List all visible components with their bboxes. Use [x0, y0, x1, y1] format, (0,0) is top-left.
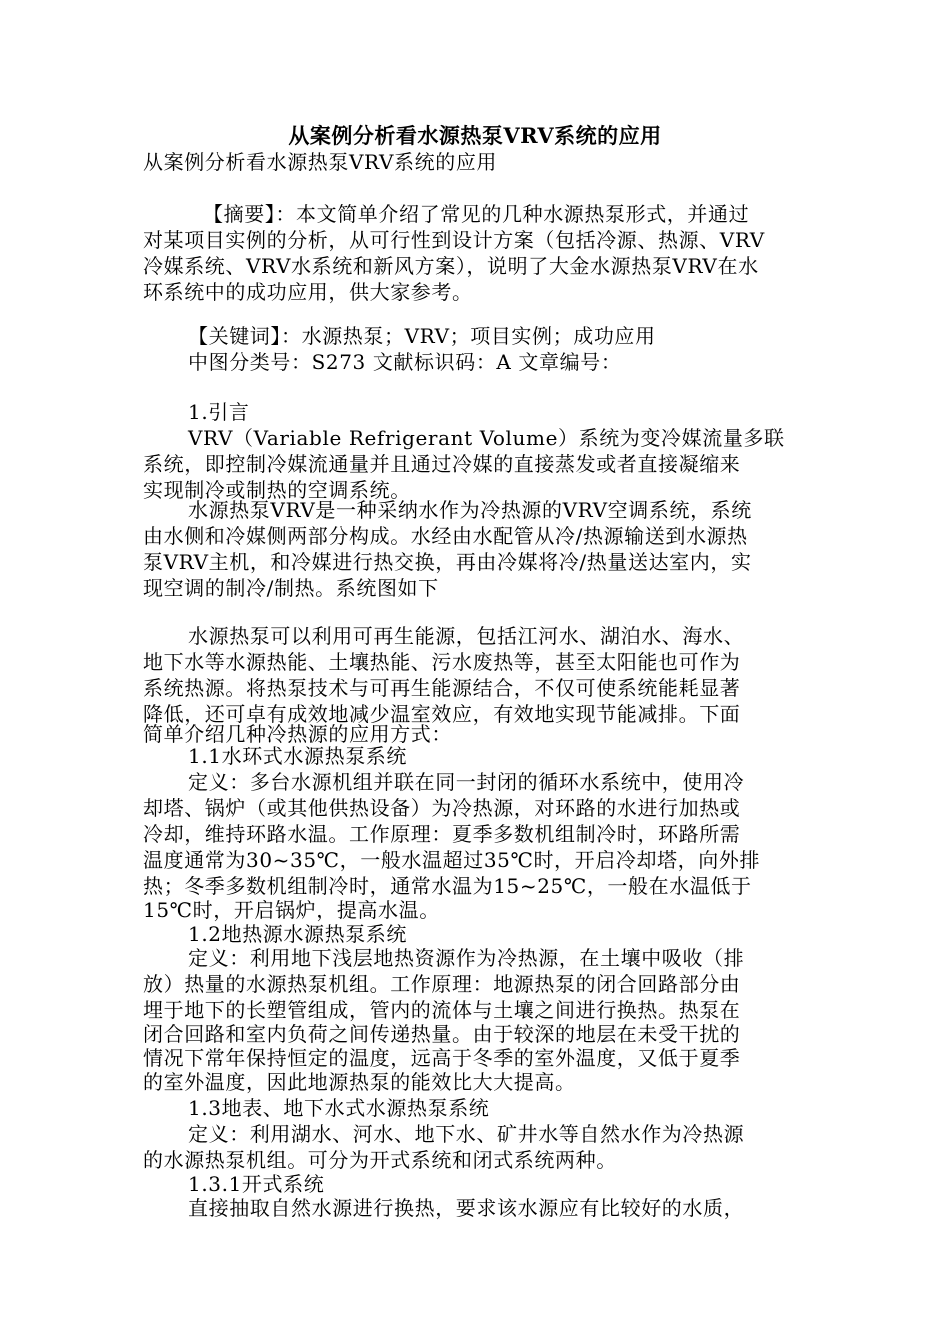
section-heading: 1.2地热源水源热泵系统 — [188, 922, 408, 946]
body-line: 系统，即控制冷媒流通量并且通过冷媒的直接蒸发或者直接凝缩来 — [143, 452, 741, 476]
body-line: 定义：利用地下浅层地热资源作为冷热源，在土壤中吸收（排 — [188, 946, 745, 970]
body-line: 定义：利用湖水、河水、地下水、矿井水等自然水作为冷热源 — [188, 1122, 745, 1146]
body-line: 15℃时，开启锅炉，提高水温。 — [143, 898, 440, 922]
body-line: 实现制冷或制热的空调系统。 — [143, 478, 411, 502]
body-line: 的室外温度，因此地源热泵的能效比大大提高。 — [143, 1070, 576, 1094]
body-line: 直接抽取自然水源进行换热，要求该水源应有比较好的水质， — [188, 1196, 745, 1220]
body-line: 却塔、锅炉（或其他供热设备）为冷热源，对环路的水进行加热或 — [143, 796, 741, 820]
body-line: 简单介绍几种冷热源的应用方式： — [143, 722, 452, 746]
body-line: 冷却，维持环路水温。工作原理：夏季多数机组制冷时，环路所需 — [143, 822, 741, 846]
body-line: 降低，还可卓有成效地减少温室效应，有效地实现节能减排。下面 — [143, 702, 741, 726]
body-line: 系统热源。将热泵技术与可再生能源结合，不仅可使系统能耗显著 — [143, 676, 741, 700]
classification: 中图分类号：S273 文献标识码：A 文章编号： — [188, 350, 622, 374]
abstract-line: 对某项目实例的分析，从可行性到设计方案（包括冷源、热源、VRV — [143, 228, 765, 252]
body-line: 现空调的制冷/制热。系统图如下 — [143, 576, 439, 600]
body-line: 的水源热泵机组。可分为开式系统和闭式系统两种。 — [143, 1148, 617, 1172]
body-line: 情况下常年保持恒定的温度，远高于冬季的室外温度，又低于夏季 — [143, 1046, 741, 1070]
abstract-line: 冷媒系统、VRV水系统和新风方案），说明了大金水源热泵VRV在水 — [143, 254, 759, 278]
body-line: VRV（Variable Refrigerant Volume）系统为变冷媒流量多联 — [188, 426, 785, 450]
body-line: 热；冬季多数机组制冷时，通常水温为15~25℃，一般在水温低于 — [143, 874, 752, 898]
body-line: 水源热泵可以利用可再生能源，包括江河水、湖泊水、海水、 — [188, 624, 745, 648]
body-line: 水源热泵VRV是一种采纳水作为冷热源的VRV空调系统，系统 — [188, 498, 752, 522]
abstract-line: 环系统中的成功应用，供大家参考。 — [143, 280, 473, 304]
body-line: 放）热量的水源热泵机组。工作原理：地源热泵的闭合回路部分由 — [143, 972, 741, 996]
abstract-line: 【摘要】：本文简单介绍了常见的几种水源热泵形式，并通过 — [203, 202, 750, 226]
body-line: 闭合回路和室内负荷之间传递热量。由于较深的地层在未受干扰的 — [143, 1022, 741, 1046]
document-subtitle: 从案例分析看水源热泵VRV系统的应用 — [143, 150, 498, 174]
body-line: 由水侧和冷媒侧两部分构成。水经由水配管从冷/热源输送到水源热 — [143, 524, 748, 548]
body-line: 泵VRV主机，和冷媒进行热交换，再由冷媒将冷/热量送达室内，实 — [143, 550, 752, 574]
document-title: 从案例分析看水源热泵VRV系统的应用 — [288, 123, 662, 148]
section-heading: 1.3.1开式系统 — [188, 1172, 325, 1196]
section-heading: 1.1水环式水源热泵系统 — [188, 744, 408, 768]
section-heading: 1.3地表、地下水式水源热泵系统 — [188, 1096, 490, 1120]
body-line: 地下水等水源热能、土壤热能、污水废热等，甚至太阳能也可作为 — [143, 650, 741, 674]
body-line: 埋于地下的长塑管组成，管内的流体与土壤之间进行换热。热泵在 — [143, 998, 741, 1022]
keywords: 【关键词】：水源热泵；VRV；项目实例；成功应用 — [188, 324, 656, 348]
body-line: 定义：多台水源机组并联在同一封闭的循环水系统中，使用冷 — [188, 770, 745, 794]
body-line: 温度通常为30~35℃，一般水温超过35℃时，开启冷却塔，向外排 — [143, 848, 761, 872]
section-heading: 1.引言 — [188, 400, 250, 424]
